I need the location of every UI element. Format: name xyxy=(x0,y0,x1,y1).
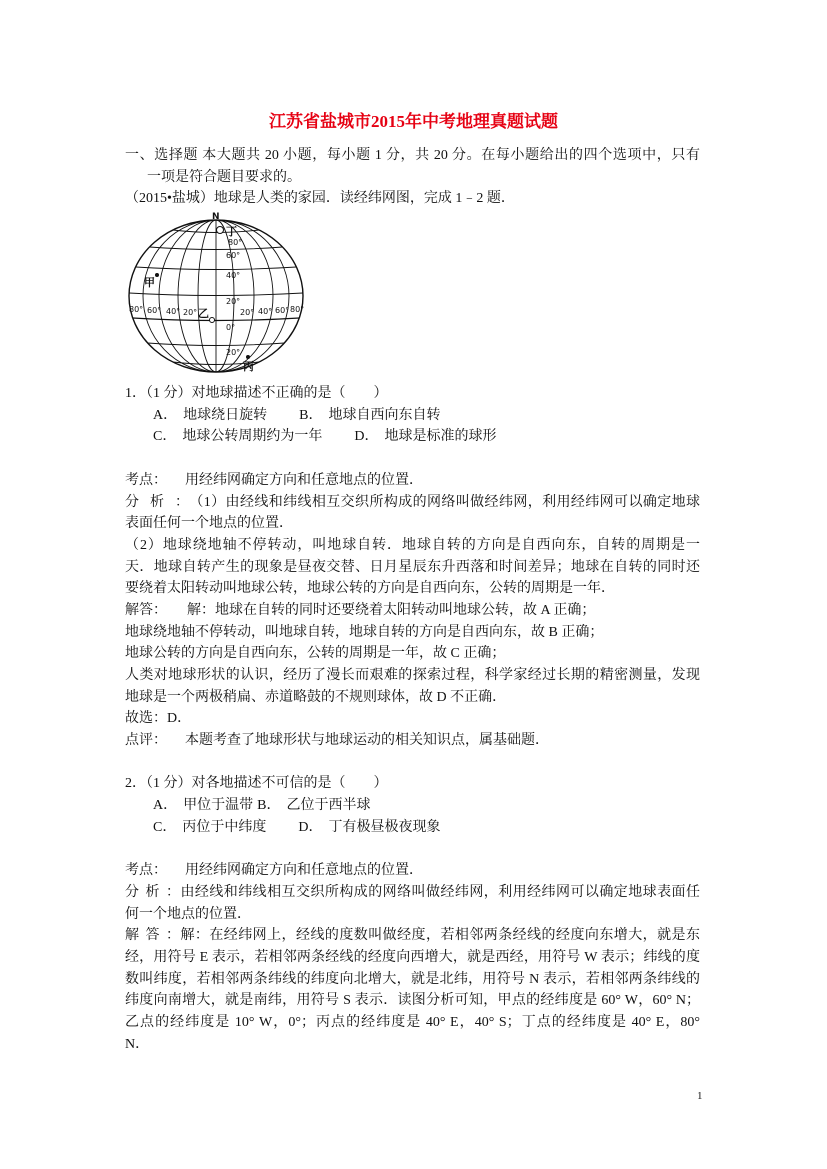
longitude-label: 80° xyxy=(290,305,305,315)
page-number: 1 xyxy=(697,1090,703,1102)
jieda-line: 纬度向南增大，就是南纬，用符号 S 表示．读图分析可知，甲点的经纬度是 60° W，60° N； xyxy=(125,993,700,1009)
kaodian-text: 用经纬网确定方向和任意地点的位置． xyxy=(185,472,423,488)
jieda-line: 经，用符号 E 表示，若相邻两条经线的经度向西增大，就是西经，用符号 W 表示；纬线的度 xyxy=(125,949,700,965)
option-a xyxy=(153,405,267,427)
option-b xyxy=(299,405,440,427)
option-text: 甲位于温带 xyxy=(183,798,254,814)
kaodian-line xyxy=(125,860,700,882)
longitude-label: 80° xyxy=(129,305,144,315)
fenxi-line: 要绕着太阳转动叫地球公转，地球公转的方向是自西向东，公转的周期是一年． xyxy=(125,581,615,597)
option-text: 地球是标准的球形 xyxy=(384,429,497,445)
fenxi-label: 分析： xyxy=(125,494,189,510)
option-text: 地球自西向东自转 xyxy=(328,407,441,423)
globe-diagram xyxy=(120,208,320,378)
option-d xyxy=(354,426,496,448)
document-body xyxy=(125,145,700,1055)
longitude-label: 60° xyxy=(275,306,290,316)
latitude-label: 20° xyxy=(226,348,241,358)
latitude-label: 80° xyxy=(228,238,243,248)
options-row xyxy=(125,795,700,817)
page-title: 江苏省盐城市2015年中考地理真题试题 xyxy=(269,112,558,131)
option-c xyxy=(153,817,266,839)
north-label: N xyxy=(212,212,220,223)
option-text: 丙位于中纬度 xyxy=(182,819,267,835)
option-letter: D． xyxy=(354,429,379,445)
kaodian-label: 考点： xyxy=(125,863,167,879)
latitude-label: 60° xyxy=(226,251,241,261)
dianping-label: 点评： xyxy=(125,733,167,749)
latitude-label: 20° xyxy=(226,297,241,307)
option-text: 乙位于西半球 xyxy=(286,798,371,814)
option-c xyxy=(153,426,322,448)
options-row xyxy=(125,817,700,839)
option-letter: D． xyxy=(298,819,323,835)
option-letter: A． xyxy=(153,407,178,423)
jieda-line: 数叫纬度，若相邻两条纬线的纬度向北增大，就是北纬，用符号 N 表示，若相邻两条纬线的 xyxy=(125,971,700,987)
jieda-line: 人类对地球形状的认识，经历了漫长而艰难的探索过程，科学家经过长期的精密测量，发现 xyxy=(125,668,700,683)
latitude-label: 0° xyxy=(226,323,236,333)
dianping-text: 本题考查了地球形状与地球运动的相关知识点，属基础题． xyxy=(185,733,549,749)
question-stem: 1．（1 分）对地球描述不正确的是（ ） xyxy=(125,386,388,402)
jieda-text: 解：在经纬网上，经线的度数叫做经度，若相邻两条经线的经度向东增大，就是东 xyxy=(180,928,700,944)
kaodian-line xyxy=(125,470,700,492)
jieda-line: 乙点的经纬度是 10° W，0°；丙点的经纬度是 40° E，40° S；丁点的经纬度是 40° E，80° xyxy=(125,1015,700,1030)
point-yi-marker xyxy=(210,318,215,323)
options-row xyxy=(125,405,700,427)
dianping-line xyxy=(125,730,700,752)
option-letter: B． xyxy=(257,798,281,814)
fenxi-line: 天．地球自转产生的现象是昼夜交替、日月星辰东升西落和时间差异；地球在自转的同时还 xyxy=(125,559,700,575)
globe-figure xyxy=(125,210,700,383)
option-letter: A． xyxy=(153,798,178,814)
jieda-line: 地球公转的方向是自西向东，公转的周期是一年，故 C 正确； xyxy=(125,646,506,662)
jieda-line: 地球绕地轴不停转动，叫地球自转，地球自转的方向是自西向东，故 B 正确； xyxy=(125,624,604,640)
longitude-label: 60° xyxy=(147,306,162,316)
option-letter: B． xyxy=(299,407,323,423)
blank-line xyxy=(125,839,700,861)
kaodian-text: 用经纬网确定方向和任意地点的位置． xyxy=(185,863,423,879)
fenxi-line xyxy=(125,882,700,904)
fenxi-line: 表面任何一个地点的位置． xyxy=(125,516,293,532)
blank-line xyxy=(125,752,700,774)
point-jia-marker xyxy=(155,273,159,277)
fenxi-line xyxy=(125,492,700,514)
jieda-line: N． xyxy=(125,1036,150,1052)
jieda-line xyxy=(125,600,700,622)
longitude-label: 40° xyxy=(166,307,181,317)
blank-line xyxy=(125,448,700,470)
jieda-label: 解答： xyxy=(125,602,167,618)
question-intro: （2015•盐城）地球是人类的家园．读经纬网图，完成 1﹣2 题． xyxy=(125,191,515,207)
options-row xyxy=(125,426,700,448)
point-bing-marker xyxy=(246,355,250,359)
jieda-line xyxy=(125,925,700,947)
point-jia-label: 甲 xyxy=(144,276,155,290)
point-yi-label: 乙 xyxy=(198,307,209,321)
fenxi-text: （1）由经线和纬线相互交织所构成的网络叫做经纬网，利用经纬网可以确定地球 xyxy=(189,494,700,510)
instruction-line: 一、选择题 本大题共 20 小题，每小题 1 分，共 20 分。在每小题给出的四个选项中，只有 xyxy=(125,148,700,163)
latitude-label: 40° xyxy=(226,271,241,281)
fenxi-line: （2）地球绕地轴不停转动，叫地球自转．地球自转的方向是自西向东，自转的周期是一 xyxy=(125,537,700,553)
fenxi-text: 由经线和纬线相互交织所构成的网络叫做经纬网，利用经纬网可以确定地球表面任 xyxy=(180,884,700,900)
option-text: 地球公转周期约为一年 xyxy=(182,429,323,445)
kaodian-label: 考点： xyxy=(125,472,167,488)
option-letter: C． xyxy=(153,819,177,835)
option-a xyxy=(153,795,253,817)
option-d xyxy=(298,817,440,839)
fenxi-line: 何一个地点的位置． xyxy=(125,906,251,922)
instruction-line: 一项是符合题目要求的。 xyxy=(147,169,301,185)
option-text: 地球绕日旋转 xyxy=(183,407,268,423)
point-bing-label: 丙 xyxy=(243,360,254,374)
longitude-label: 20° xyxy=(183,308,198,318)
jieda-label: 解答： xyxy=(125,928,180,944)
answer-line: 故选：D． xyxy=(125,711,192,727)
fenxi-label: 分析： xyxy=(125,884,180,900)
point-ding-marker xyxy=(217,227,224,234)
point-ding-label: 丁 xyxy=(226,225,237,239)
option-text: 丁有极昼极夜现象 xyxy=(328,819,441,835)
jieda-line: 地球是一个两极稍扁、赤道略鼓的不规则球体，故 D 不正确． xyxy=(125,689,507,705)
question-stem: 2．（1 分）对各地描述不可信的是（ ） xyxy=(125,776,388,792)
option-b xyxy=(257,795,370,817)
option-letter: C． xyxy=(153,429,177,445)
jieda-text: 解：地球在自转的同时还要绕着太阳转动叫地球公转，故 A 正确； xyxy=(187,602,596,618)
longitude-label: 40° xyxy=(258,307,273,317)
longitude-label: 20° xyxy=(240,308,255,318)
